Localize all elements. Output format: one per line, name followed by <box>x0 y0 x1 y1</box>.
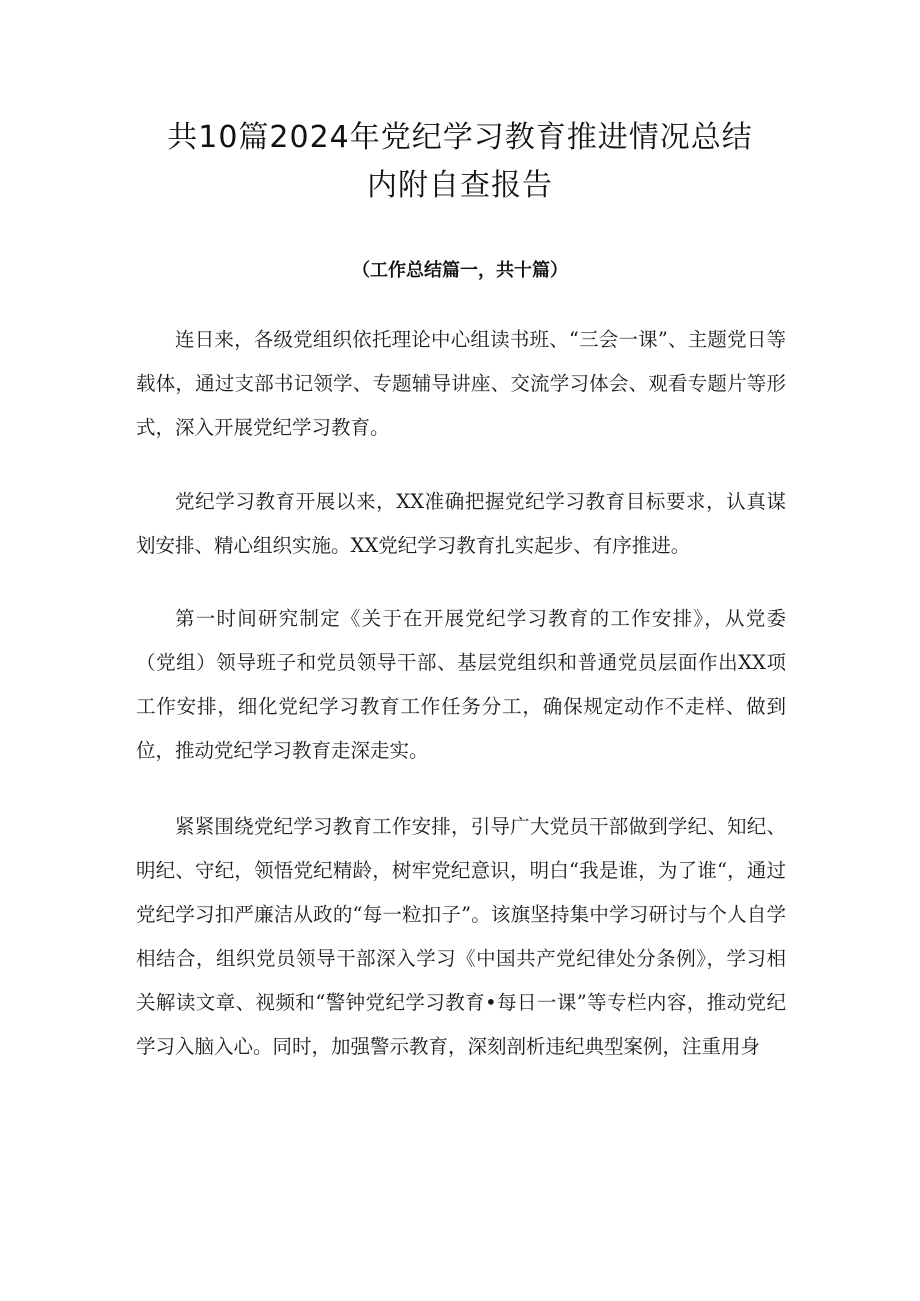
paragraph-4: 紧紧围绕党纪学习教育工作安排，引导广大党员干部做到学纪、知纪、明纪、守纪，领悟党纪精龄，树牢党纪意识，明白“我是谁，为了谁“，通过党纪学习扣严廉洁从政的“每一粒扣子”。该旗坚持集中学习研讨与个人自学相结合，组织党员领导干部深入学习《中国共产党纪律处分条例》，学习相关解读文章、视频和“警钟党纪学习教育•每日一课”等专栏内容，推动党纪学习入脑入心。同时，加强警示教育，深刻剖析违纪典型案例，注重用身 <box>136 815 786 1058</box>
paragraph-3: 第一时间研究制定《关于在开展党纪学习教育的工作安排》，从党委（党组）领导班子和党员领导干部、基层党组织和普通党员层面作出XX项工作安排，细化党纪学习教育工作任务分工，确保规定动作不走样、做到位，推动党纪学习教育走深走实。 <box>136 607 786 762</box>
document-title-line-1: 共10篇2024年党纪学习教育推进情况总结 <box>167 120 753 155</box>
document-title-line-2: 内附自查报告 <box>367 168 553 203</box>
paragraph-2: 党纪学习教育开展以来，XX准确把握党纪学习教育目标要求，认真谋划安排、精心组织实施。XX党纪学习教育扎实起步、有序推进。 <box>136 490 786 557</box>
paragraph-1: 连日来，各级党组织依托理论中心组读书班、“三会一课”、主题党日等载体，通过支部书记领学、专题辅导讲座、交流学习体会、观看专题片等形式，深入开展党纪学习教育。 <box>136 328 786 439</box>
document-subtitle: （工作总结篇一，共十篇） <box>352 260 568 281</box>
